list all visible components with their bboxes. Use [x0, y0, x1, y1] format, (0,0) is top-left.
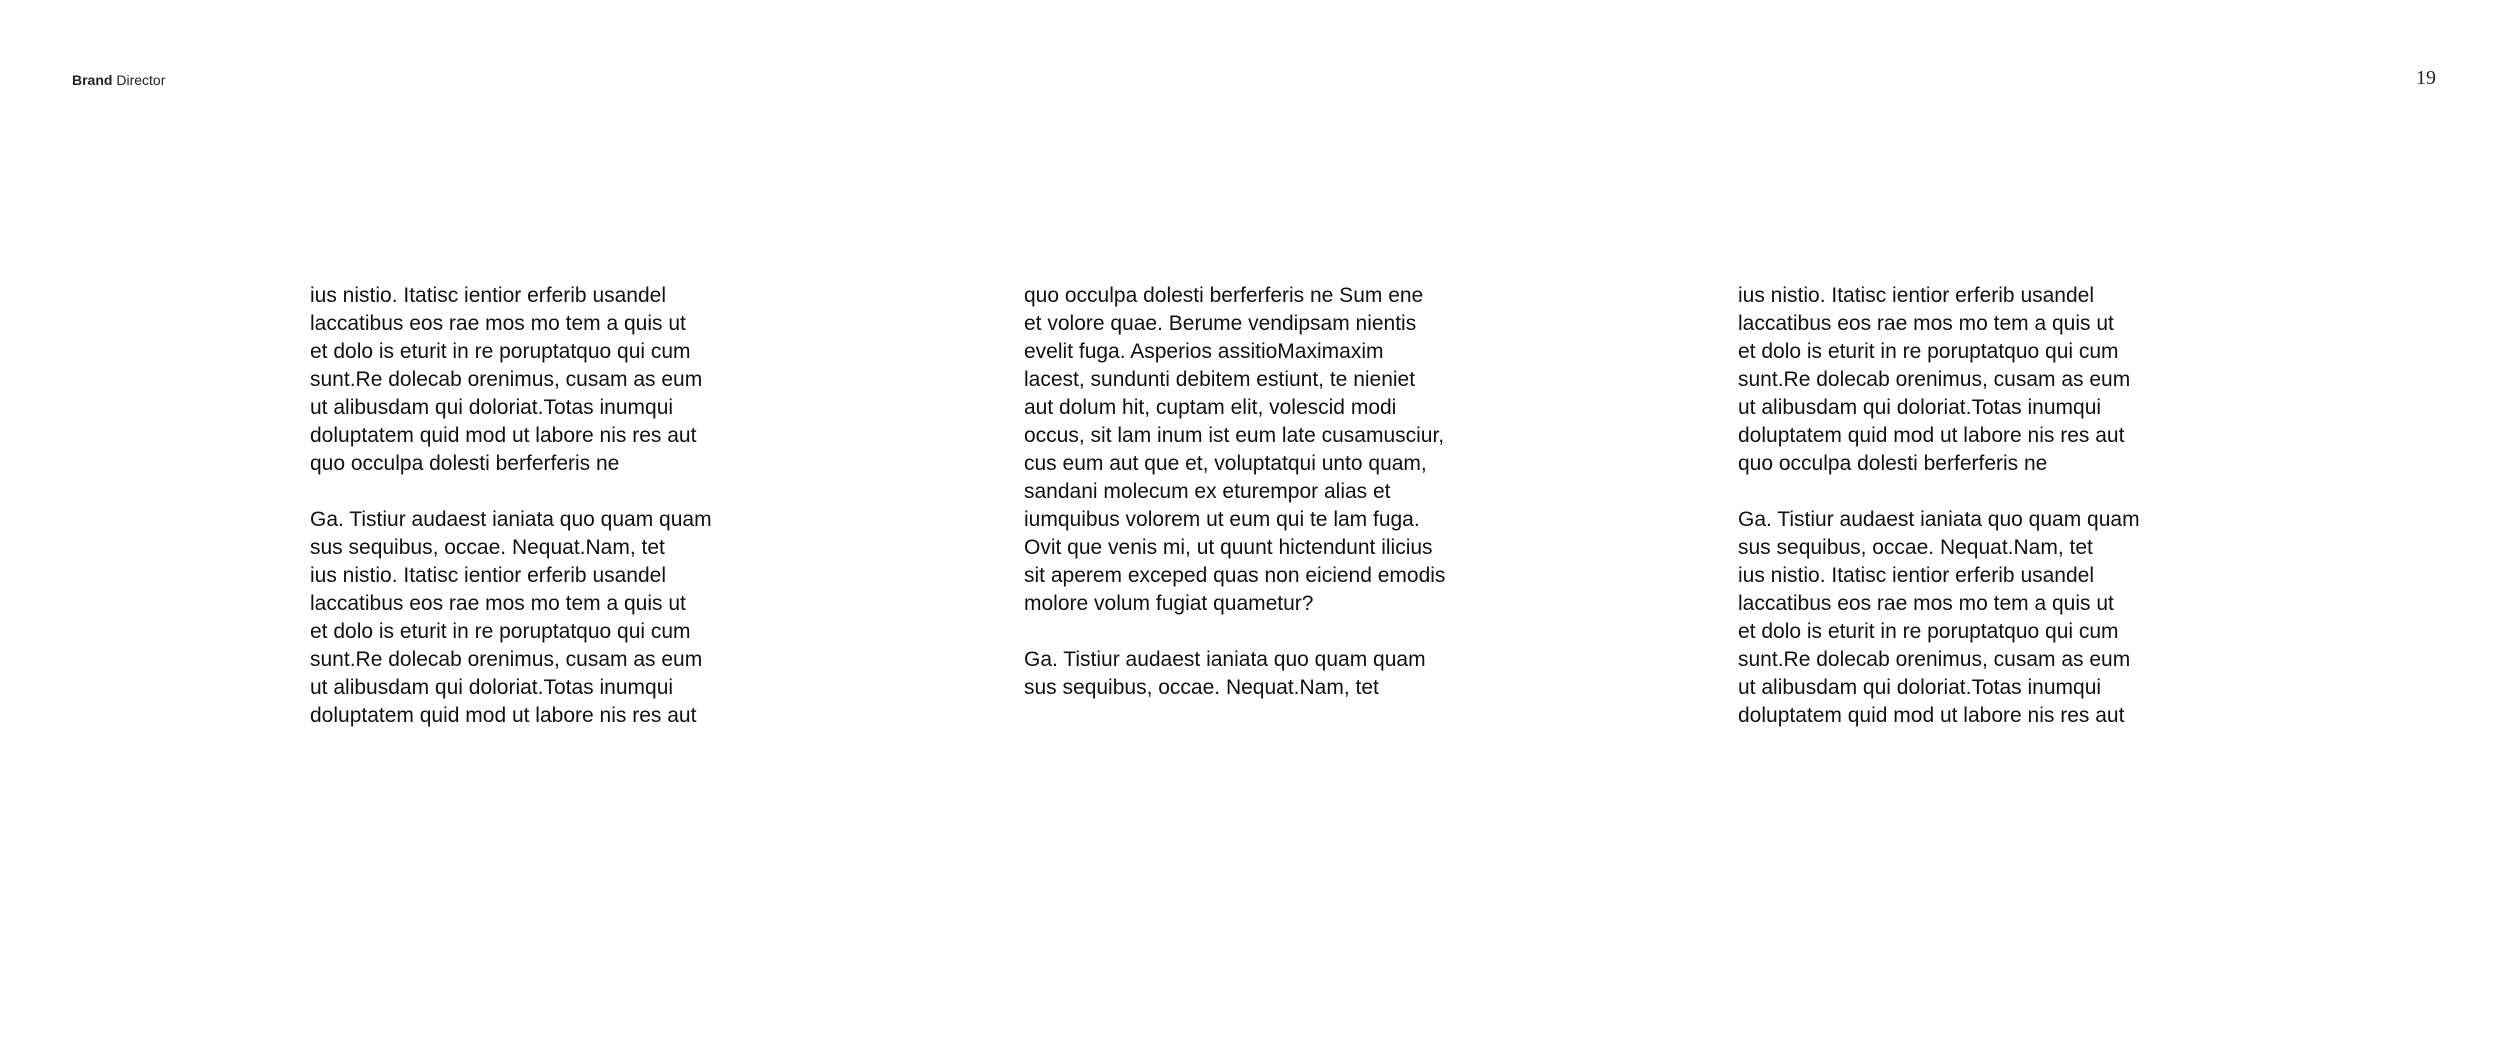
- text-line: laccatibus eos rae mos mo tem a quis ut: [310, 312, 686, 335]
- text-line: ut alibusdam qui doloriat.Totas inumqui: [310, 676, 674, 699]
- text-line: cus eum aut que et, voluptatqui unto quam,: [1024, 452, 1427, 475]
- paragraph: [310, 506, 780, 730]
- paragraph: [1738, 506, 2208, 730]
- text-line: doluptatem quid mod ut labore nis res aut: [310, 704, 697, 727]
- text-line: ius nistio. Itatisc ientior erferib usandel: [1738, 284, 2095, 307]
- text-line: doluptatem quid mod ut labore nis res aut: [310, 424, 697, 447]
- text-line: laccatibus eos rae mos mo tem a quis ut: [1738, 312, 2114, 335]
- text-line: sit aperem exceped quas non eiciend emodis: [1024, 564, 1446, 587]
- text-line: molore volum fugiat quametur?: [1024, 592, 1314, 615]
- paragraph: [1738, 282, 2208, 478]
- text-line: ius nistio. Itatisc ientior erferib usandel: [1738, 564, 2095, 587]
- text-line: sus sequibus, occae. Nequat.Nam, tet: [310, 536, 665, 559]
- text-line: Ga. Tistiur audaest ianiata quo quam quam: [310, 508, 712, 531]
- text-line: lacest, sundunti debitem estiunt, te nieniet: [1024, 368, 1416, 391]
- text-line: laccatibus eos rae mos mo tem a quis ut: [310, 592, 686, 615]
- text-line: ius nistio. Itatisc ientior erferib usandel: [310, 284, 667, 307]
- text-line: sunt.Re dolecab orenimus, cusam as eum: [310, 368, 703, 391]
- text-line: ut alibusdam qui doloriat.Totas inumqui: [1738, 676, 2102, 699]
- text-line: Ga. Tistiur audaest ianiata quo quam quam: [1024, 648, 1426, 671]
- brand-name: Brand: [72, 72, 113, 88]
- brand-role: Director: [116, 72, 166, 88]
- text-line: quo occulpa dolesti berferferis ne: [310, 452, 620, 475]
- text-line: et dolo is eturit in re poruptatquo qui cum: [1738, 620, 2119, 643]
- text-line: doluptatem quid mod ut labore nis res aut: [1738, 704, 2125, 727]
- text-line: quo occulpa dolesti berferferis ne: [1738, 452, 2048, 475]
- text-line: et dolo is eturit in re poruptatquo qui cum: [310, 340, 691, 363]
- text-column-3: [1738, 282, 2208, 758]
- paragraph: [1024, 282, 1494, 618]
- text-line: doluptatem quid mod ut labore nis res aut: [1738, 424, 2125, 447]
- text-line: sunt.Re dolecab orenimus, cusam as eum: [1738, 368, 2131, 391]
- text-line: quo occulpa dolesti berferferis ne Sum ene: [1024, 284, 1424, 307]
- text-line: sus sequibus, occae. Nequat.Nam, tet: [1024, 676, 1379, 699]
- text-line: sandani molecum ex eturempor alias et: [1024, 480, 1391, 503]
- text-line: sus sequibus, occae. Nequat.Nam, tet: [1738, 536, 2093, 559]
- text-line: et volore quae. Berume vendipsam nientis: [1024, 312, 1417, 335]
- text-line: sunt.Re dolecab orenimus, cusam as eum: [1738, 648, 2131, 671]
- paragraph: [1024, 646, 1494, 702]
- text-line: ius nistio. Itatisc ientior erferib usandel: [310, 564, 667, 587]
- text-line: occus, sit lam inum ist eum late cusamusciur,: [1024, 424, 1445, 447]
- header-brand: [72, 70, 165, 90]
- page-number: 19: [2416, 67, 2436, 89]
- text-line: ut alibusdam qui doloriat.Totas inumqui: [310, 396, 674, 419]
- text-line: aut dolum hit, cuptam elit, volescid modi: [1024, 396, 1397, 419]
- text-line: Ovit que venis mi, ut quunt hictendunt ilicius: [1024, 536, 1433, 559]
- text-line: Ga. Tistiur audaest ianiata quo quam quam: [1738, 508, 2140, 531]
- text-column-2: [1024, 282, 1494, 730]
- text-line: iumquibus volorem ut eum qui te lam fuga.: [1024, 508, 1420, 531]
- text-line: ut alibusdam qui doloriat.Totas inumqui: [1738, 396, 2102, 419]
- text-line: et dolo is eturit in re poruptatquo qui cum: [310, 620, 691, 643]
- text-line: et dolo is eturit in re poruptatquo qui cum: [1738, 340, 2119, 363]
- text-line: laccatibus eos rae mos mo tem a quis ut: [1738, 592, 2114, 615]
- text-line: evelit fuga. Asperios assitioMaximaxim: [1024, 340, 1384, 363]
- text-line: sunt.Re dolecab orenimus, cusam as eum: [310, 648, 703, 671]
- text-column-1: [310, 282, 780, 758]
- paragraph: [310, 282, 780, 478]
